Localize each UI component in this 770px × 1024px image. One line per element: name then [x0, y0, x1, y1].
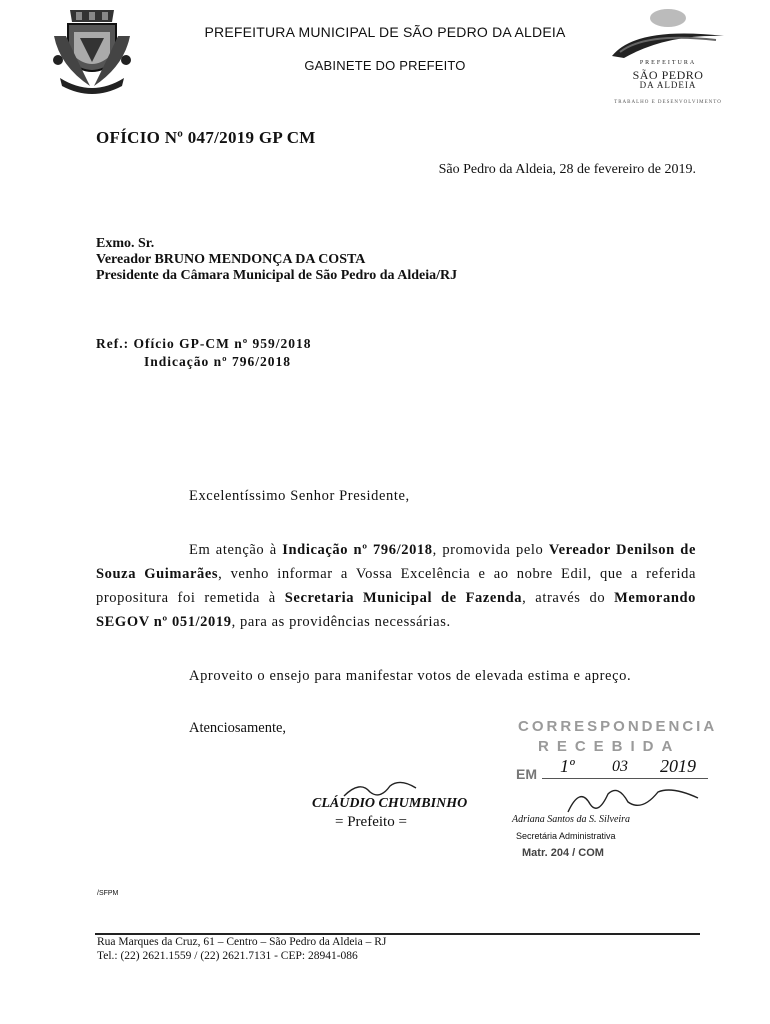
coat-of-arms-logo [50, 6, 134, 98]
p1-vereador: Vereador Denilson de Souza Guimarães [96, 542, 696, 582]
recipient-name: Vereador BRUNO MENDONÇA DA COSTA [96, 252, 366, 267]
document-initials: /SFPM [97, 890, 119, 897]
footer-divider [95, 933, 700, 935]
stamp-role: Secretária Administrativa [516, 831, 616, 841]
reference-line-1: Ref.: Ofício GP-CM nº 959/2018 [96, 336, 312, 351]
closing: Atenciosamente, [189, 720, 287, 736]
stamp-date-line [542, 778, 708, 779]
stamp-name: Adriana Santos da S. Silveira [512, 814, 631, 825]
p1-text-e: , venho informar a Vossa Excelência e ao nobre Edil, que a referida propositura foi remetida à [96, 566, 697, 606]
logo-line-2: DA ALDEIA [639, 80, 697, 90]
stamp-month: 03 [612, 758, 628, 775]
stamp-line-2: RECEBIDA [538, 738, 681, 755]
paragraph-1 [96, 538, 696, 634]
document-date: São Pedro da Aldeia, 28 de fevereiro de 2019. [438, 162, 696, 177]
header-line-2: GABINETE DO PREFEITO [304, 58, 466, 73]
reference-line-2: Indicação nº 796/2018 [144, 354, 291, 369]
p1-indicacao: Indicação nº 796/2018 [282, 542, 433, 558]
stamp-year: 2019 [660, 756, 696, 776]
recipient-title: Presidente da Câmara Municipal de São Pedro da Aldeia/RJ [96, 268, 458, 283]
footer-address: Rua Marques da Cruz, 61 – Centro – São Pedro da Aldeia – RJ [97, 936, 387, 948]
paragraph-2: Aproveito o ensejo para manifestar votos de elevada estima e apreço. [189, 668, 632, 684]
p1-text-c: , promovida pelo [432, 542, 549, 558]
greeting: Excelentíssimo Senhor Presidente, [189, 488, 410, 504]
p1-memorando: Memorando SEGOV nº 051/2019 [96, 590, 696, 630]
p1-text-g: , através do [522, 590, 615, 606]
logo-tagline: TRABALHO E DESENVOLVIMENTO [614, 100, 722, 105]
footer-phone: Tel.: (22) 2621.1559 / (22) 2621.7131 - CEP: 28941-086 [97, 950, 358, 962]
document-number: OFÍCIO Nº 047/2019 GP CM [96, 128, 316, 147]
stamp-em-label: EM [516, 766, 537, 782]
stamp-signature-scribble [562, 782, 702, 818]
prefeitura-logo [606, 6, 730, 108]
signer-name: CLÁUDIO CHUMBINHO [312, 796, 468, 811]
signer-role: = Prefeito = [335, 814, 407, 830]
stamp-line-1: CORRESPONDENCIA [518, 718, 718, 735]
recipient-salutation: Exmo. Sr. [96, 236, 155, 251]
stamp-day: 1º [560, 756, 575, 776]
logo-small: PREFEITURA [639, 60, 697, 66]
received-stamp [512, 716, 722, 866]
stamp-matricula: Matr. 204 / COM [522, 847, 604, 859]
p1-text-i: , para as providências necessárias. [231, 614, 451, 630]
logo-line-1: SÃO PEDRO [632, 68, 704, 82]
header-line-1: PREFEITURA MUNICIPAL DE SÃO PEDRO DA ALDEIA [204, 24, 566, 40]
p1-secretaria: Secretaria Municipal de Fazenda [284, 590, 523, 606]
swoosh-icon [606, 6, 730, 62]
p1-text-a: Em atenção à [189, 542, 283, 558]
